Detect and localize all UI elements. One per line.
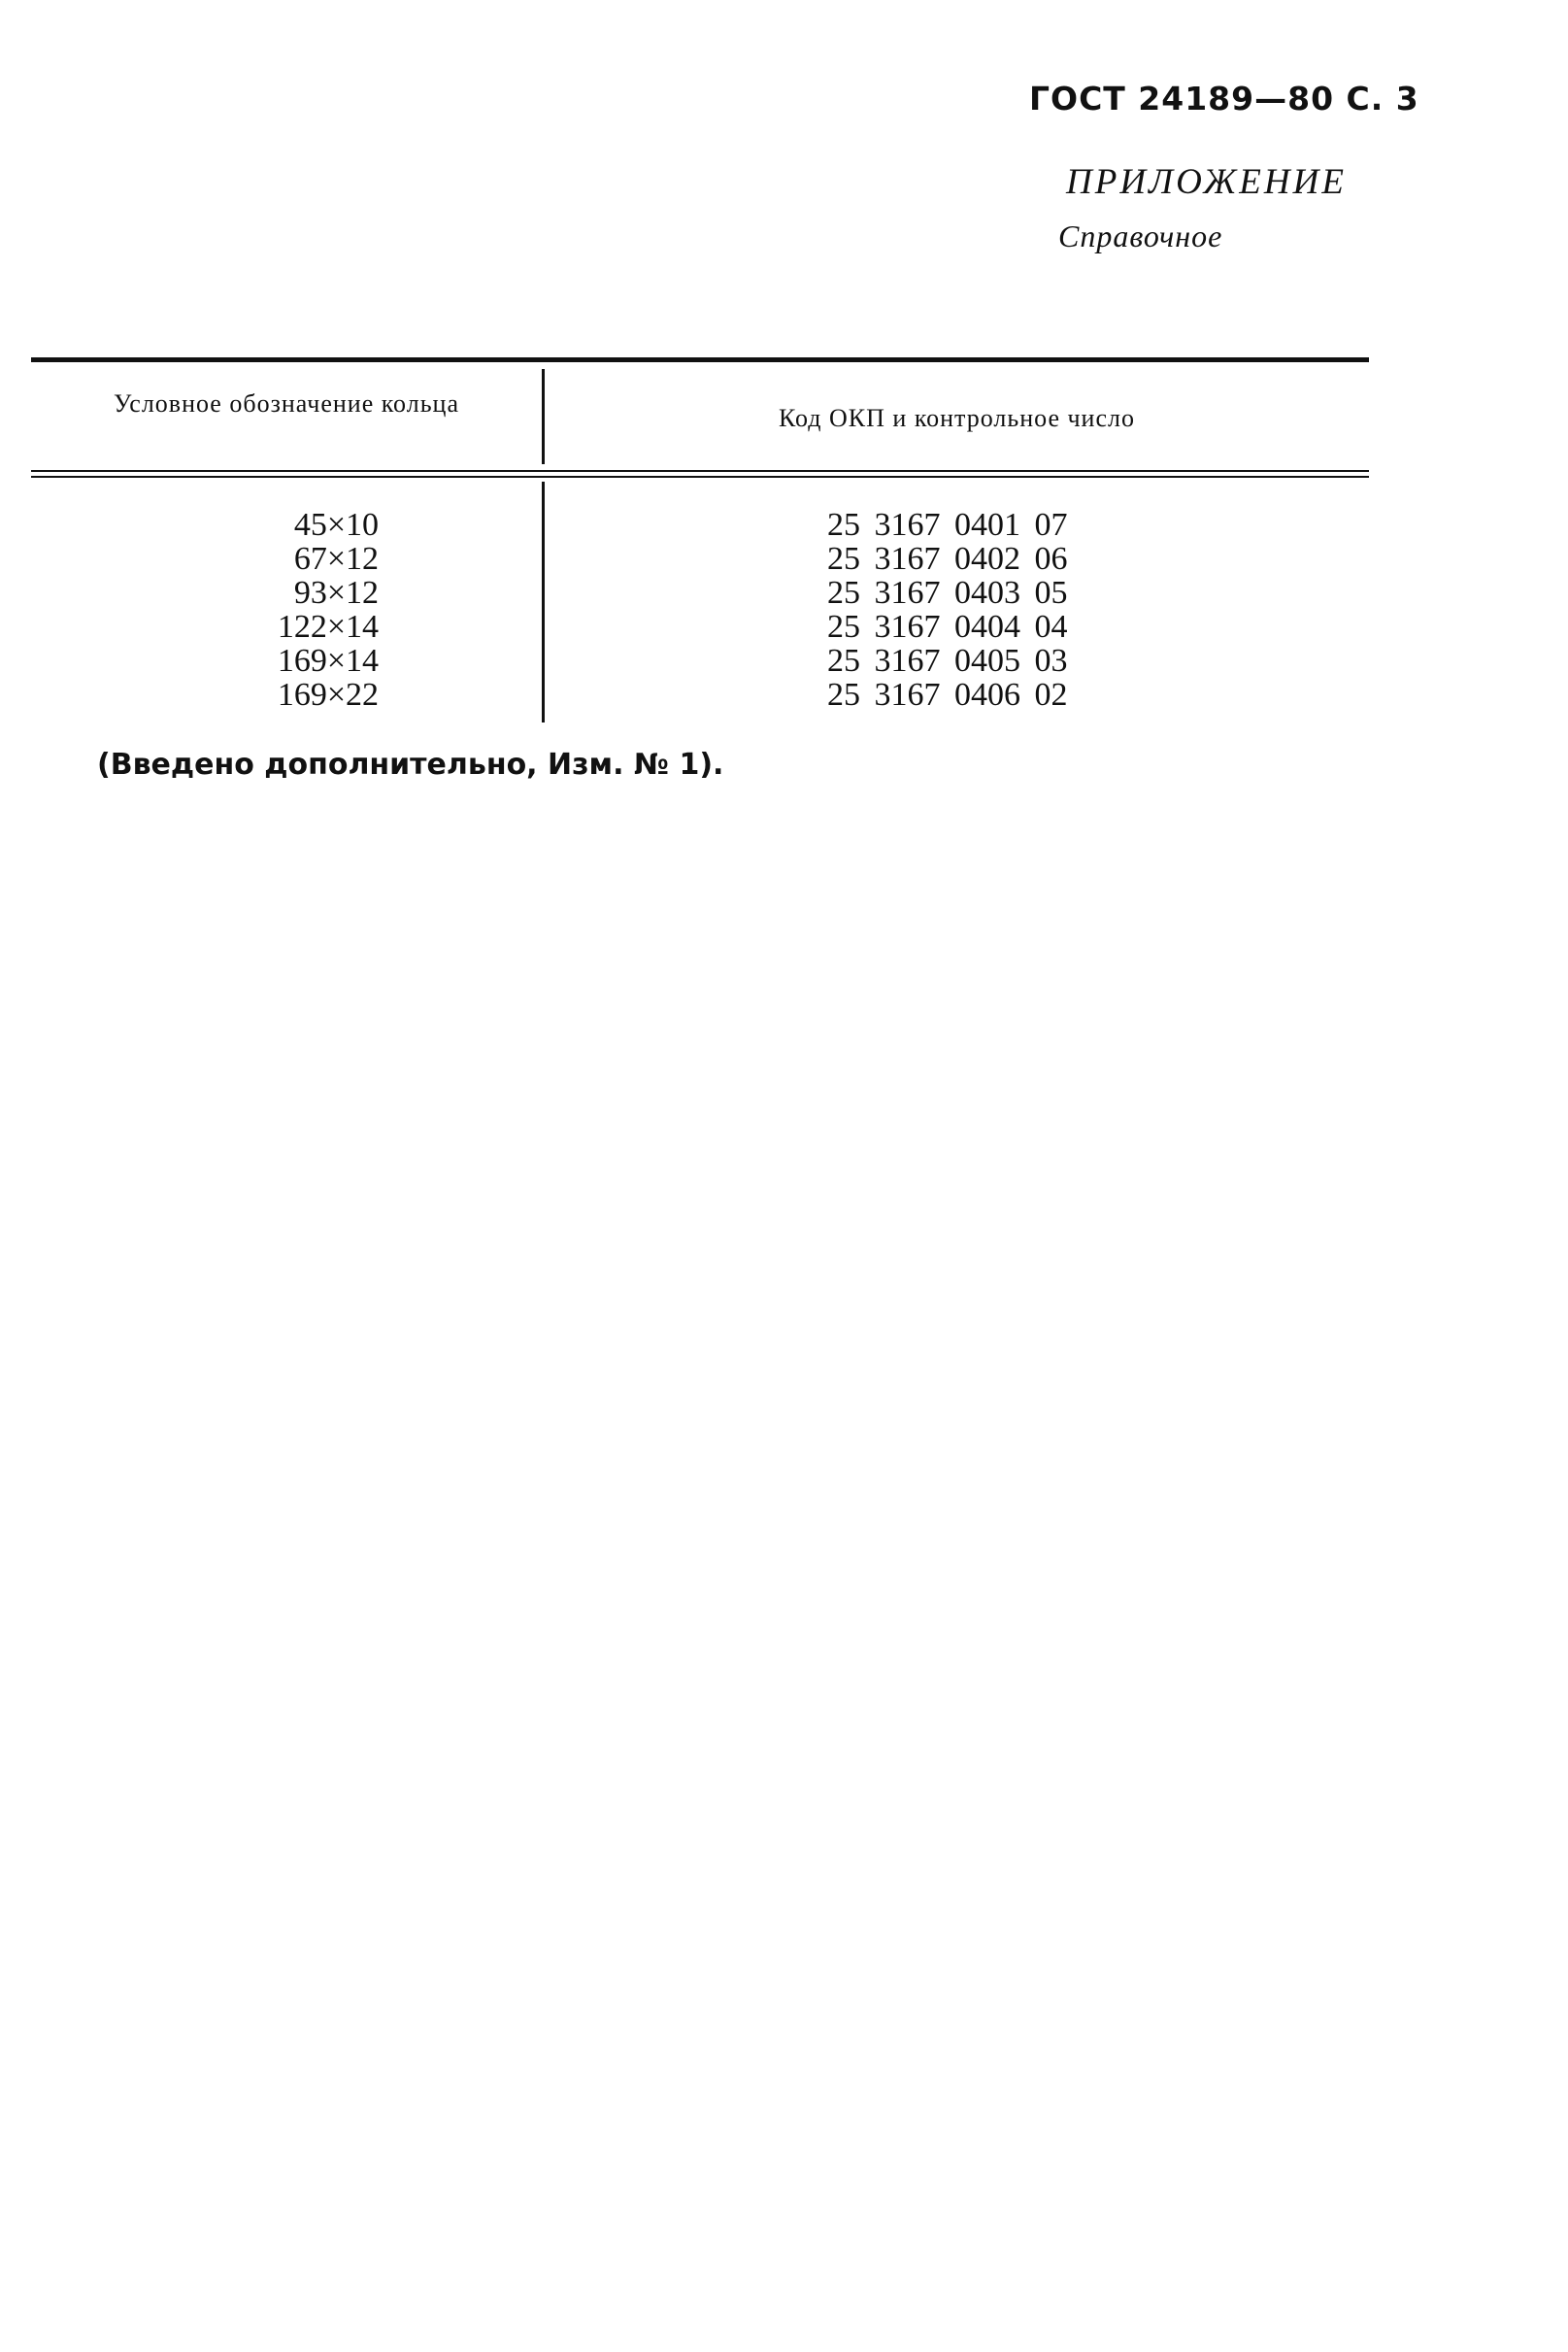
page-header: ГОСТ 24189—80 С. 3 bbox=[1029, 80, 1419, 118]
table-row bbox=[31, 678, 1369, 712]
table-top-rule bbox=[31, 357, 1369, 362]
ring-designation: 122×14 bbox=[277, 609, 379, 645]
okp-table bbox=[31, 357, 1369, 722]
okp-code: 25 3167 0402 06 bbox=[827, 541, 1068, 577]
okp-code: 25 3167 0406 02 bbox=[827, 677, 1068, 713]
ring-designation: 45×10 bbox=[293, 507, 379, 543]
ring-designation: 67×12 bbox=[293, 541, 379, 577]
ring-designation: 169×14 bbox=[277, 643, 379, 679]
table-row bbox=[31, 542, 1369, 576]
column-header-okp-code: Код ОКП и контрольное число bbox=[778, 404, 1135, 432]
column-header-designation: Условное обозначение кольца bbox=[114, 389, 459, 418]
table-row bbox=[31, 644, 1369, 678]
appendix-title: ПРИЛОЖЕНИЕ bbox=[1066, 162, 1347, 202]
okp-code: 25 3167 0401 07 bbox=[827, 507, 1068, 543]
okp-code: 25 3167 0404 04 bbox=[827, 609, 1068, 645]
table-row bbox=[31, 508, 1369, 542]
header-double-rule bbox=[31, 470, 1369, 478]
ring-designation: 93×12 bbox=[293, 575, 379, 611]
ring-designation: 169×22 bbox=[277, 677, 379, 713]
table-row bbox=[31, 576, 1369, 610]
table-body bbox=[31, 508, 1369, 712]
okp-code: 25 3167 0403 05 bbox=[827, 575, 1068, 611]
appendix-subtitle: Справочное bbox=[1058, 218, 1223, 253]
amendment-note: (Введено дополнительно, Изм. № 1). bbox=[97, 748, 724, 782]
okp-code: 25 3167 0405 03 bbox=[827, 643, 1068, 679]
table-row bbox=[31, 610, 1369, 644]
